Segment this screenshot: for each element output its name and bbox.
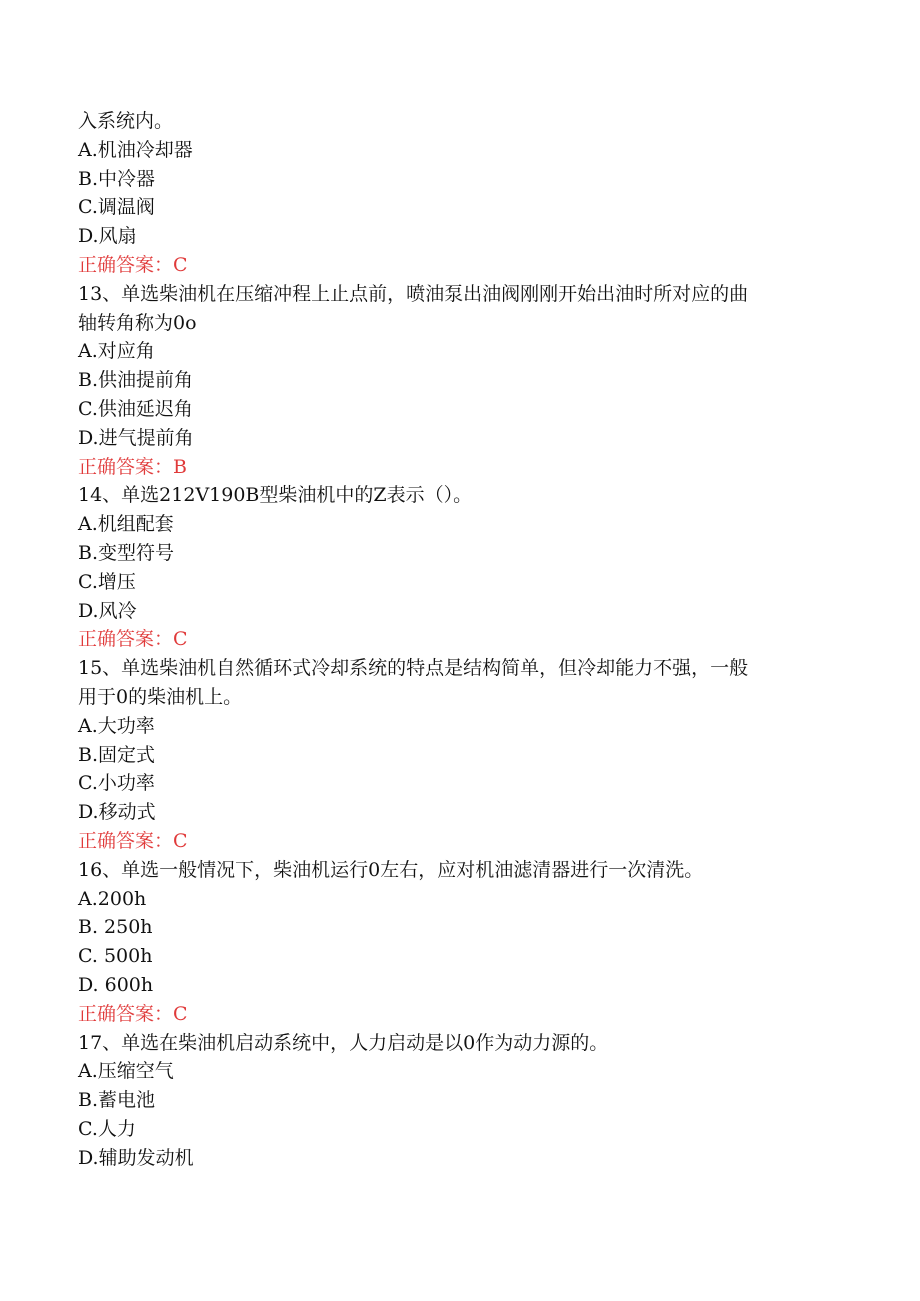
answer-value: C (173, 1002, 188, 1025)
answer-label: 正确答案： (78, 829, 174, 852)
option-item: B. 250h (78, 916, 153, 939)
option-item: D.辅助发动机 (78, 1146, 194, 1169)
text-line: 用于0的柴油机上。 (78, 685, 243, 708)
option-item: A.机组配套 (78, 513, 174, 536)
answer-label: 正确答案： (78, 628, 174, 651)
option-item: B.蓄电池 (78, 1089, 156, 1112)
question-text: 15、单选柴油机自然循环式冷却系统的特点是结构简单，但冷却能力不强，一般 (78, 657, 749, 680)
answer-value: C (173, 628, 188, 651)
option-item: D. 600h (78, 973, 154, 996)
answer-value: C (173, 253, 188, 276)
answer-line (78, 453, 858, 482)
answer-value: B (173, 455, 187, 478)
option-item: C.小功率 (78, 772, 155, 795)
question-text: 17、单选在柴油机启动系统中，人力启动是以0作为动力源的。 (78, 1031, 609, 1054)
option-item: B.固定式 (78, 743, 156, 766)
answer-label: 正确答案： (78, 455, 174, 478)
option-item: C.调温阀 (78, 196, 155, 219)
option-item: A.机油冷却器 (78, 138, 193, 161)
option-item: C.增压 (78, 570, 136, 593)
answer-line (78, 625, 858, 654)
question-text: 16、单选一般情况下，柴油机运行0左右，应对机油滤清器进行一次清洗。 (78, 858, 704, 881)
question-text: 14、单选212V190B型柴油机中的Z表示（）。 (78, 484, 473, 507)
option-item: A.对应角 (78, 340, 155, 363)
answer-label: 正确答案： (78, 253, 174, 276)
answer-value: C (173, 829, 188, 852)
option-item: B.中冷器 (78, 167, 156, 190)
answer-label: 正确答案： (78, 1002, 174, 1025)
option-item: B.变型符号 (78, 541, 175, 564)
document-page (78, 107, 858, 1172)
option-item: A.压缩空气 (78, 1060, 174, 1083)
option-item: D.风扇 (78, 225, 137, 248)
option-item: C.人力 (78, 1117, 136, 1140)
option-item: A.200h (78, 887, 147, 910)
option-item: B.供油提前角 (78, 369, 194, 392)
option-item: D.风冷 (78, 599, 137, 622)
answer-line (78, 251, 858, 280)
option-item: D.移动式 (78, 801, 156, 824)
text-line: 轴转角称为0o (78, 311, 197, 334)
question-text: 13、单选柴油机在压缩冲程上止点前，喷油泵出油阀刚刚开始出油时所对应的曲 (78, 282, 749, 305)
option-item: A.大功率 (78, 714, 155, 737)
answer-line (78, 827, 858, 856)
option-item: D.进气提前角 (78, 426, 194, 449)
text-line: 入系统内。 (78, 110, 174, 132)
option-item: C. 500h (78, 945, 153, 968)
option-item: C.供油延迟角 (78, 397, 193, 420)
answer-line (78, 1000, 858, 1029)
